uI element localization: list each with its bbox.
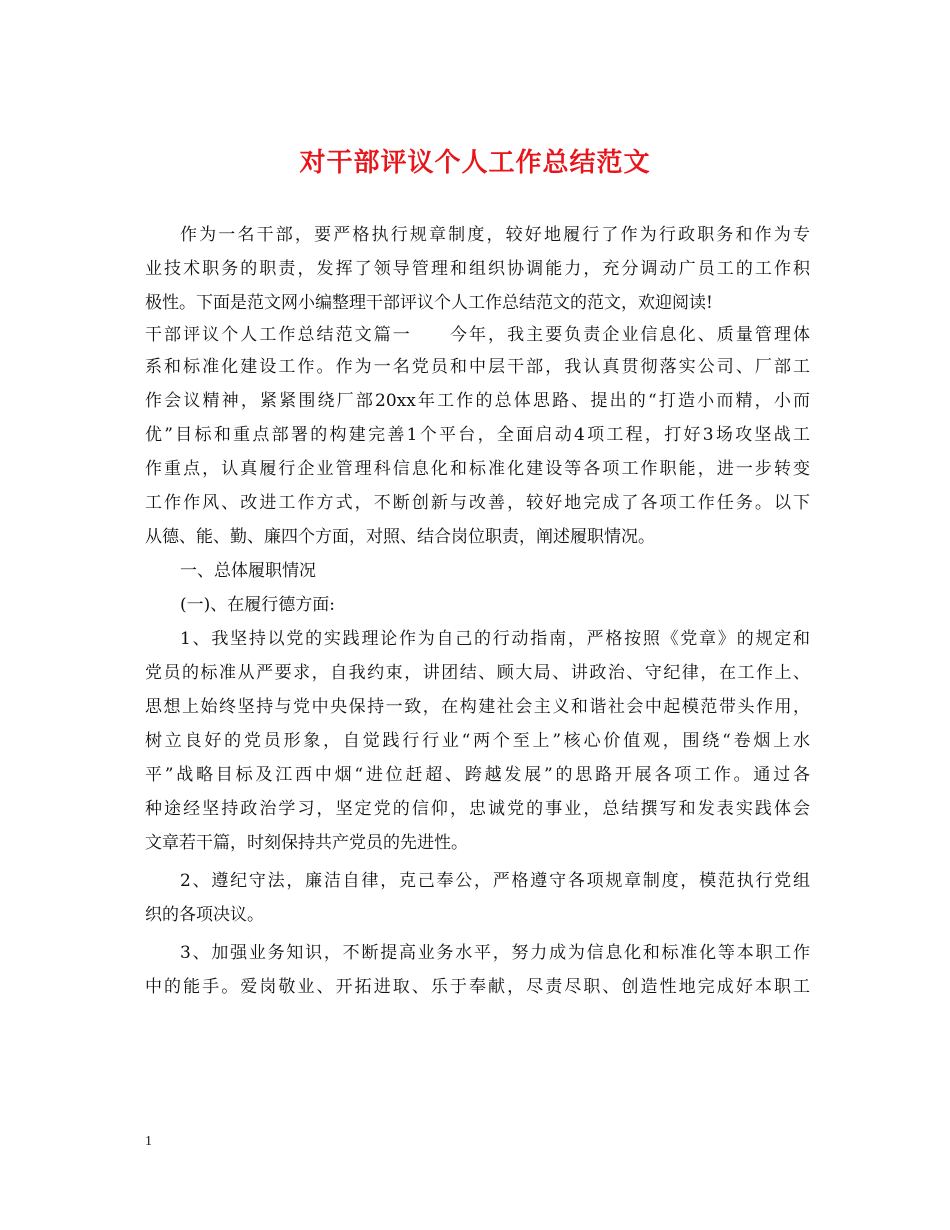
body-line: 思想上始终坚持与党中央保持一致，在构建社会主义和谐社会中起模范带头作用， [145, 697, 810, 717]
document-body [145, 218, 810, 1004]
body-line: 从德、能、勤、廉四个方面，对照、结合岗位职责，阐述履职情况。 [145, 527, 655, 547]
page-number: 1 [145, 1134, 152, 1149]
body-line: 织的各项决议。 [145, 905, 264, 925]
body-line: 平”战略目标及江西中烟“进位赶超、跨越发展”的思路开展各项工作。通过各 [145, 765, 810, 785]
body-line: 干部评议个人工作总结范文篇一 今年，我主要负责企业信息化、质量管理体 [145, 325, 810, 345]
subsection-heading: (一)、在履行德方面: [180, 595, 335, 615]
body-line: 2、遵纪守法，廉洁自律，克己奉公，严格遵守各项规章制度，模范执行党组 [180, 871, 810, 891]
body-line: 系和标准化建设工作。作为一名党员和中层干部，我认真贯彻落实公司、厂部工 [145, 357, 810, 377]
document-title: 对干部评议个人工作总结范文 [299, 148, 651, 178]
body-line: 文章若干篇，时刻保持共产党员的先进性。 [145, 833, 468, 853]
body-line: 树立良好的党员形象，自觉践行行业“两个至上”核心价值观，围绕“卷烟上水 [145, 731, 810, 751]
body-line: 工作作风、改进工作方式，不断创新与改善，较好地完成了各项工作任务。以下 [145, 493, 810, 513]
section-heading: 一、总体履职情况 [180, 561, 316, 581]
body-line: 极性。下面是范文网小编整理干部评议个人工作总结范文的范文，欢迎阅读! [145, 293, 713, 313]
body-line: 业技术职务的职责，发挥了领导管理和组织协调能力，充分调动广员工的工作积 [145, 259, 810, 279]
body-line: 作会议精神，紧紧围绕厂部20xx年工作的总体思路、提出的“打造小而精，小而 [145, 391, 810, 411]
body-line: 作为一名干部，要严格执行规章制度，较好地履行了作为行政职务和作为专 [180, 225, 810, 245]
body-line: 党员的标准从严要求，自我约束，讲团结、顾大局、讲政治、守纪律，在工作上、 [145, 663, 810, 683]
body-line: 1、我坚持以党的实践理论作为自己的行动指南，严格按照《党章》的规定和 [180, 629, 810, 649]
body-line: 种途经坚持政治学习，坚定党的信仰，忠诚党的事业，总结撰写和发表实践体会 [145, 799, 810, 819]
body-line: 中的能手。爱岗敬业、开拓进取、乐于奉献，尽责尽职、创造性地完成好本职工 [145, 977, 810, 997]
body-line: 优”目标和重点部署的构建完善1个平台，全面启动4项工程，打好3场攻坚战工 [145, 425, 810, 445]
body-line: 3、加强业务知识，不断提高业务水平，努力成为信息化和标准化等本职工作 [180, 943, 810, 963]
body-line: 作重点，认真履行企业管理科信息化和标准化建设等各项工作职能，进一步转变 [145, 459, 810, 479]
